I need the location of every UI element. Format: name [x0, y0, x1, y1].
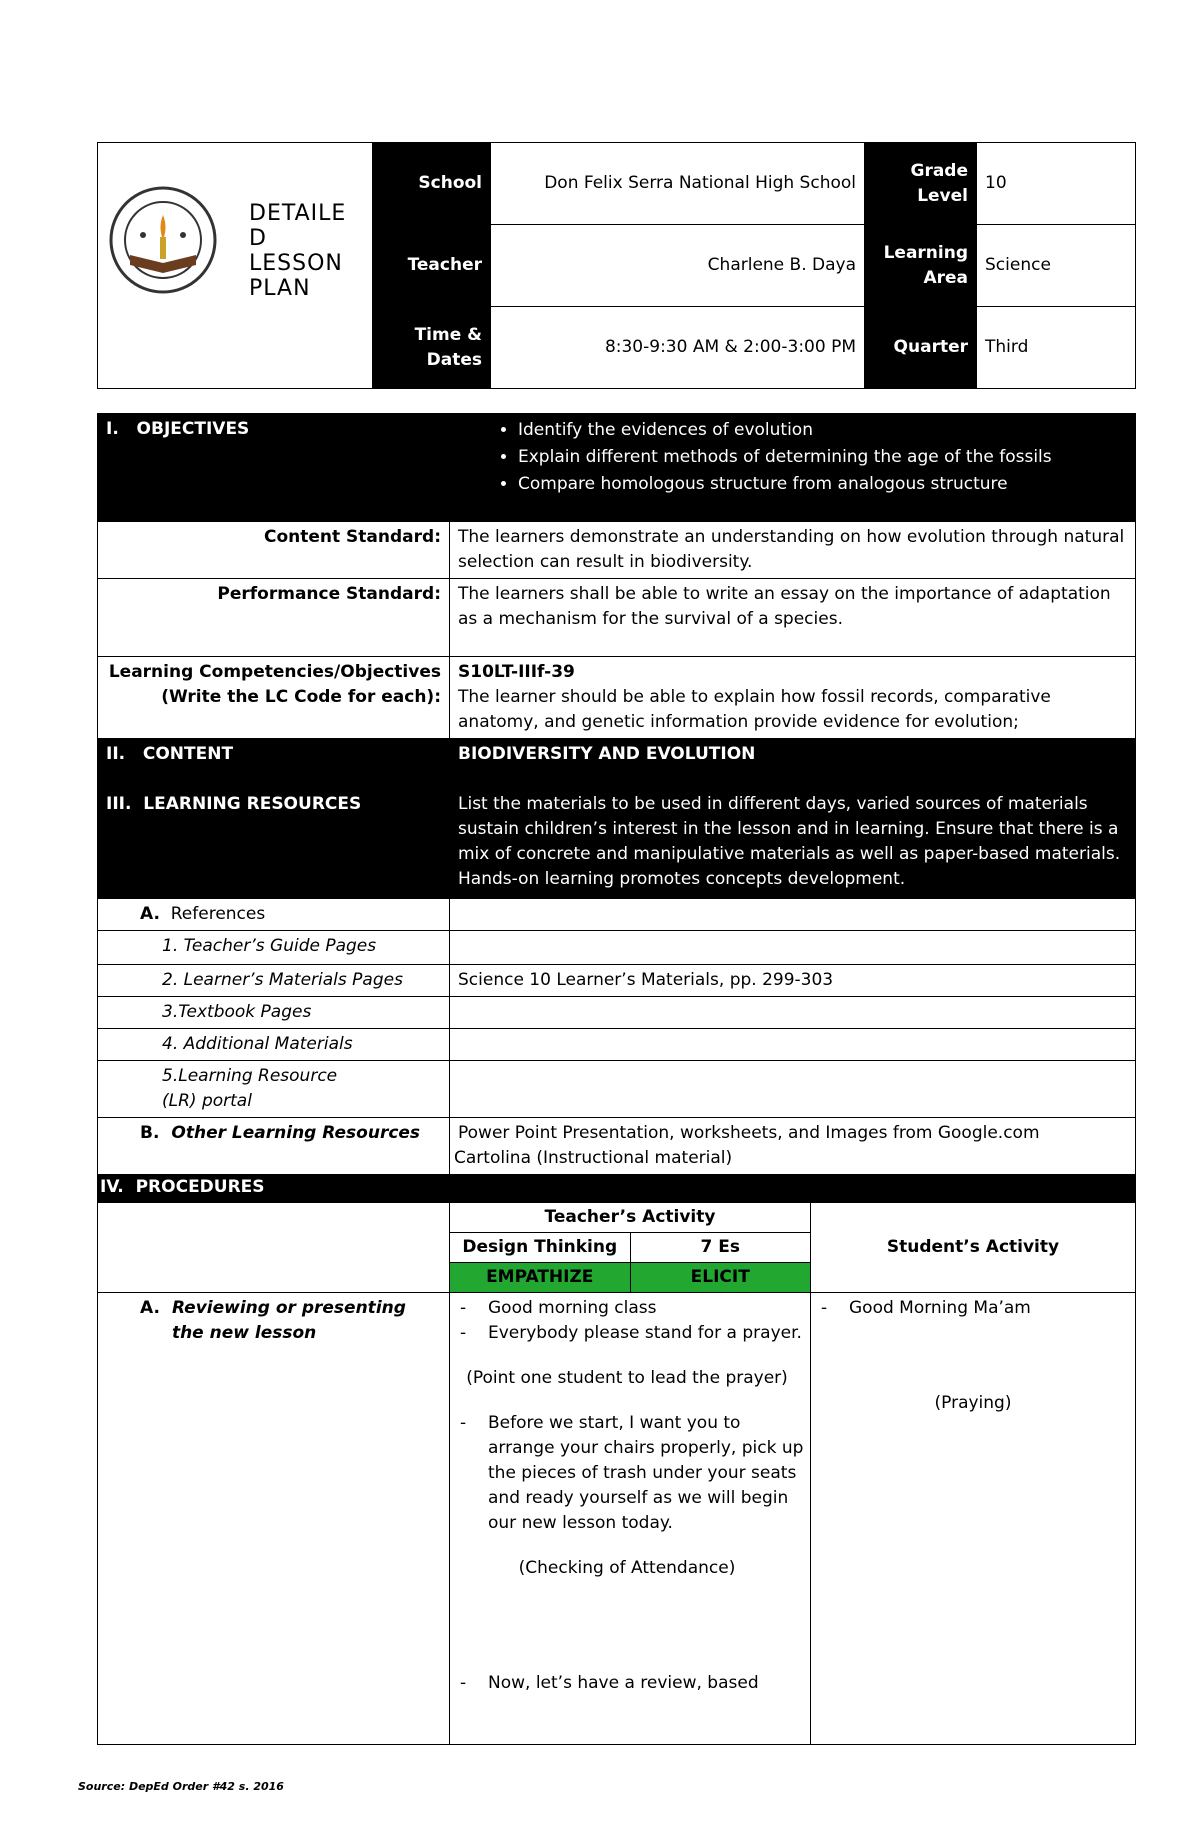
- page-title: [249, 201, 346, 301]
- ref-value-textbook: [450, 997, 1136, 1029]
- content-standard-value: The learners demonstrate an understanding on how evolution through natural selection can result in biodiversity.: [450, 522, 1136, 579]
- other-resources-letter: B.: [140, 1123, 160, 1143]
- list-item: • Explain different methods of determining the age of the fossils: [518, 444, 1127, 471]
- learning-competencies-value: [450, 657, 1136, 739]
- references-letter: A.: [140, 904, 160, 924]
- student-activity-header: Student’s Activity: [811, 1203, 1136, 1293]
- content-value: BIODIVERSITY AND EVOLUTION: [458, 744, 756, 764]
- empathize-badge: EMPATHIZE: [450, 1263, 630, 1293]
- logo-cell: [98, 143, 373, 389]
- title-line: LESSON: [249, 251, 343, 276]
- step-letter: A.: [140, 1298, 160, 1318]
- learning-resources-heading: III. LEARNING RESOURCES: [106, 794, 362, 814]
- ref-value-additional: [450, 1029, 1136, 1061]
- procedures-heading: IV. PROCEDURES: [98, 1175, 1136, 1203]
- teacher-lines-3: [450, 1671, 804, 1696]
- other-resources-label: Other Learning Resources: [171, 1123, 421, 1143]
- time-label: Time & Dates: [373, 307, 491, 389]
- step-label: Reviewing or presenting the new lesson: [171, 1298, 406, 1343]
- quarter-label: Quarter: [865, 307, 977, 389]
- lesson-plan-page: [97, 142, 1135, 1745]
- teacher-activity-label: Teacher’s Activity: [450, 1203, 810, 1233]
- teacher-activity-cell: [450, 1293, 811, 1745]
- elicit-badge: ELICIT: [630, 1263, 810, 1293]
- ref-value-tg: [450, 931, 1136, 965]
- learning-area-label: Learning Area: [865, 225, 977, 307]
- content-heading-cell: [98, 739, 450, 899]
- list-item: • Compare homologous structure from analogous structure: [518, 471, 1127, 498]
- list-item: - Before we start, I want you to arrange your chairs properly, pick up the pieces of trash under your seats and ready yourself as we will begin our new lesson today.: [450, 1411, 804, 1536]
- ref-value-lr-portal: [450, 1061, 1136, 1118]
- performance-standard-label: Performance Standard:: [98, 579, 450, 657]
- procedure-step-cell: [98, 1293, 450, 1745]
- grade-level-label: Grade Level: [865, 143, 977, 225]
- list-item: • Identify the evidences of evolution: [518, 417, 1127, 444]
- header-table: [97, 142, 1136, 389]
- main-table: [97, 413, 1136, 1745]
- learning-resources-text: List the materials to be used in different days, varied sources of materials sustain children’s interest in the lesson and in learning. Ensure that there is a mix of concrete and manipulative materials as well as paper-based materials. Hands-on learning promotes concepts development.: [458, 794, 1121, 889]
- other-resources-line: Cartolina (Instructional material): [454, 1148, 733, 1168]
- references-value: [450, 899, 1136, 931]
- seven-es-label: 7 Es: [630, 1233, 810, 1263]
- title-line: D: [249, 226, 267, 251]
- content-standard-label: Content Standard:: [98, 522, 450, 579]
- ref-label-additional: 4. Additional Materials: [98, 1029, 450, 1061]
- objectives-list-cell: [450, 414, 1136, 522]
- ref-label-lm: 2. Learner’s Materials Pages: [98, 965, 450, 997]
- student-note: (Praying): [934, 1393, 1012, 1413]
- references-heading: [98, 899, 450, 931]
- quarter-value: Third: [977, 307, 1136, 389]
- lc-label-line: Learning Competencies/Objectives: [108, 662, 441, 682]
- ref-label-tg: 1. Teacher’s Guide Pages: [98, 931, 450, 965]
- learning-area-value: Science: [977, 225, 1136, 307]
- other-resources-line: Power Point Presentation, worksheets, and Images from Google.com: [458, 1123, 1040, 1143]
- grade-level-value: 10: [977, 143, 1136, 225]
- teacher-label: Teacher: [373, 225, 491, 307]
- list-item: - Good Morning Ma’am: [811, 1296, 1135, 1321]
- teacher-lines-2: [450, 1411, 804, 1536]
- content-value-cell: [450, 739, 1136, 899]
- time-value: 8:30-9:30 AM & 2:00-3:00 PM: [491, 307, 865, 389]
- lc-code: S10LT-IIIf-39: [458, 662, 575, 682]
- ref-value-lm: Science 10 Learner’s Materials, pp. 299-303: [450, 965, 1136, 997]
- lc-text: The learner should be able to explain how fossil records, comparative anatomy, and genetic information provide evidence for evolution;: [458, 687, 1051, 732]
- list-item: - Now, let’s have a review, based: [450, 1671, 804, 1696]
- teacher-note: (Point one student to lead the prayer): [466, 1368, 788, 1388]
- procedures-blank-cell: [98, 1203, 450, 1293]
- school-value: Don Felix Serra National High School: [491, 143, 865, 225]
- school-label: School: [373, 143, 491, 225]
- ref-label-lr-portal: 5.Learning Resource (LR) portal: [98, 1061, 450, 1118]
- student-lines: [811, 1293, 1135, 1321]
- list-item: - Everybody please stand for a prayer.: [450, 1321, 804, 1346]
- student-activity-cell: [811, 1293, 1136, 1745]
- list-item: - Good morning class: [450, 1296, 804, 1321]
- teacher-activity-header: [450, 1203, 811, 1293]
- school-seal-icon: [108, 185, 218, 295]
- performance-standard-value: The learners shall be able to write an essay on the importance of adaptation as a mechanism for the survival of a species.: [450, 579, 1136, 657]
- learning-competencies-label: [98, 657, 450, 739]
- other-resources-value: [450, 1118, 1136, 1175]
- title-line: PLAN: [249, 276, 311, 301]
- teacher-value: Charlene B. Daya: [491, 225, 865, 307]
- objectives-heading: I. OBJECTIVES: [98, 414, 450, 522]
- teacher-lines: [450, 1293, 804, 1346]
- design-thinking-label: Design Thinking: [450, 1233, 630, 1263]
- lc-label-line: (Write the LC Code for each):: [161, 687, 441, 707]
- references-label: References: [170, 904, 266, 924]
- objectives-list: [458, 417, 1127, 498]
- content-heading: II. CONTENT: [106, 744, 234, 764]
- teacher-note: (Checking of Attendance): [518, 1558, 736, 1578]
- ref-label-textbook: 3.Textbook Pages: [98, 997, 450, 1029]
- teacher-activity-subtable: [450, 1203, 810, 1292]
- footer-source: Source: DepEd Order #42 s. 2016: [78, 1780, 284, 1793]
- other-resources-label-cell: [98, 1118, 450, 1175]
- title-line: DETAILE: [249, 201, 347, 226]
